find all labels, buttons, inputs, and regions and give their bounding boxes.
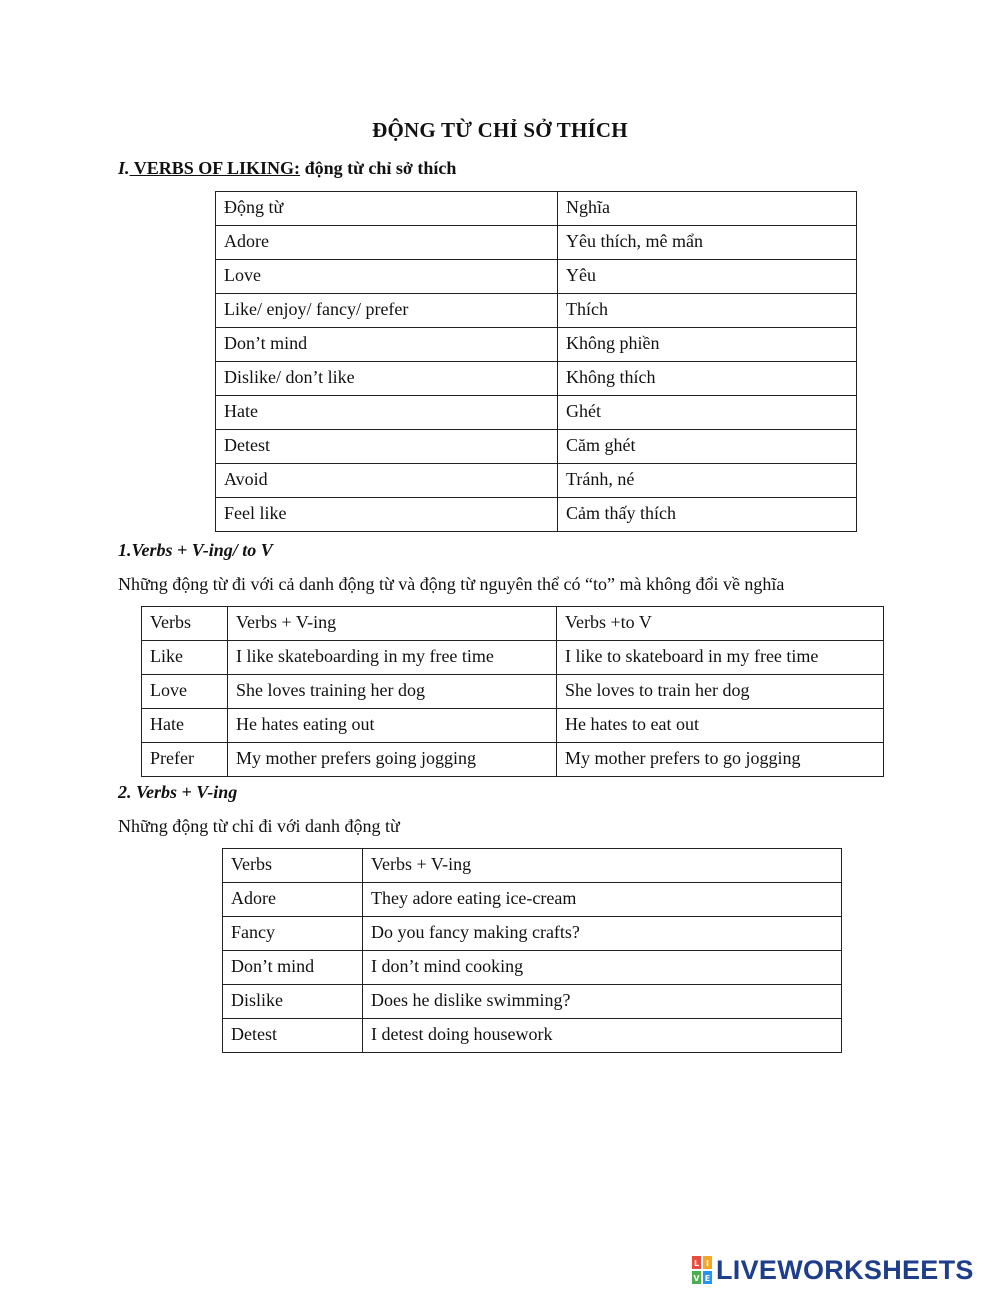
liveworksheets-logo-icon	[692, 1256, 712, 1284]
table-header-cell: Verbs +to V	[557, 607, 884, 641]
table-cell: Adore	[216, 226, 558, 260]
table-cell: She loves training her dog	[228, 675, 557, 709]
table-cell: Don’t mind	[223, 951, 363, 985]
section-heading-verbs-of-liking	[118, 158, 456, 179]
table-row	[216, 430, 857, 464]
table-cell: Không thích	[558, 362, 857, 396]
logo-mark-letter: E	[704, 1274, 711, 1283]
table-cell: He hates eating out	[228, 709, 557, 743]
logo-mark-letter: I	[706, 1259, 709, 1268]
table-row	[223, 985, 842, 1019]
table-cell: Love	[142, 675, 228, 709]
subsection-heading-1: 1.Verbs + V-ing/ to V	[118, 540, 273, 560]
section-number: I.	[118, 158, 130, 178]
table-cell: Ghét	[558, 396, 857, 430]
table-cell: Prefer	[142, 743, 228, 777]
table-cell: Dislike	[223, 985, 363, 1019]
table-header-cell: Động từ	[216, 192, 558, 226]
table-cell: Like/ enjoy/ fancy/ prefer	[216, 294, 558, 328]
table-row	[223, 883, 842, 917]
subsection-description-2: Những động từ chỉ đi với danh động từ	[118, 816, 400, 836]
table-cell: Avoid	[216, 464, 558, 498]
table-cell: Detest	[216, 430, 558, 464]
table-header-cell: Verbs	[223, 849, 363, 883]
table-cell: Does he dislike swimming?	[363, 985, 842, 1019]
liveworksheets-logo	[692, 1253, 974, 1287]
logo-text: LIVEWORKSHEETS	[716, 1254, 974, 1285]
table-cell: Don’t mind	[216, 328, 558, 362]
table-row	[223, 917, 842, 951]
table-row	[223, 951, 842, 985]
table-cell: He hates to eat out	[557, 709, 884, 743]
table-cell: Do you fancy making crafts?	[363, 917, 842, 951]
table-row	[223, 1019, 842, 1053]
table-cell: Like	[142, 641, 228, 675]
section-subtitle: động từ chỉ sở thích	[300, 158, 457, 178]
table-cell: Adore	[223, 883, 363, 917]
table-header-cell: Verbs + V-ing	[363, 849, 842, 883]
table-cell: Hate	[216, 396, 558, 430]
table-cell: I don’t mind cooking	[363, 951, 842, 985]
table-cell: Cảm thấy thích	[558, 498, 857, 532]
page-title: ĐỘNG TỪ CHỈ SỞ THÍCH	[372, 118, 628, 142]
table-cell: My mother prefers to go jogging	[557, 743, 884, 777]
table-cell: I like skateboarding in my free time	[228, 641, 557, 675]
table-header-row	[142, 607, 884, 641]
table-cell: Thích	[558, 294, 857, 328]
table-cell: Hate	[142, 709, 228, 743]
table-row	[142, 675, 884, 709]
subsection-description-1: Những động từ đi với cả danh động từ và động từ nguyên thể có “to” mà không đổi về nghĩa	[118, 574, 785, 594]
logo-mark-letter: L	[693, 1259, 700, 1268]
table-header-row	[216, 192, 857, 226]
table-row	[216, 260, 857, 294]
table-row	[216, 464, 857, 498]
table-row	[216, 396, 857, 430]
table-cell: Love	[216, 260, 558, 294]
section-heading-text: VERBS OF LIKING:	[129, 158, 301, 178]
table-cell: Tránh, né	[558, 464, 857, 498]
table-cell: Không phiền	[558, 328, 857, 362]
table-row	[216, 294, 857, 328]
table-cell: Dislike/ don’t like	[216, 362, 558, 396]
table-row	[216, 498, 857, 532]
table-header-cell: Verbs	[142, 607, 228, 641]
table-row	[142, 641, 884, 675]
table-cell: She loves to train her dog	[557, 675, 884, 709]
table-cell: Fancy	[223, 917, 363, 951]
table-header-cell: Verbs + V-ing	[228, 607, 557, 641]
subsection-heading-2: 2. Verbs + V-ing	[118, 782, 238, 802]
table-row	[216, 328, 857, 362]
table-row	[216, 362, 857, 396]
table-header-cell: Nghĩa	[558, 192, 857, 226]
table-cell: They adore eating ice-cream	[363, 883, 842, 917]
table-cell: Căm ghét	[558, 430, 857, 464]
table-cell: Feel like	[216, 498, 558, 532]
table-cell: Yêu thích, mê mẩn	[558, 226, 857, 260]
verbs-ing-table	[222, 848, 842, 1053]
table-header-row	[223, 849, 842, 883]
logo-mark-letter: V	[693, 1274, 700, 1283]
verbs-ing-to-v-table	[141, 606, 884, 777]
table-cell: I like to skateboard in my free time	[557, 641, 884, 675]
table-cell: I detest doing housework	[363, 1019, 842, 1053]
table-row	[142, 709, 884, 743]
table-row	[216, 226, 857, 260]
verbs-of-liking-table	[215, 191, 857, 532]
table-cell: My mother prefers going jogging	[228, 743, 557, 777]
table-cell: Yêu	[558, 260, 857, 294]
table-cell: Detest	[223, 1019, 363, 1053]
table-row	[142, 743, 884, 777]
